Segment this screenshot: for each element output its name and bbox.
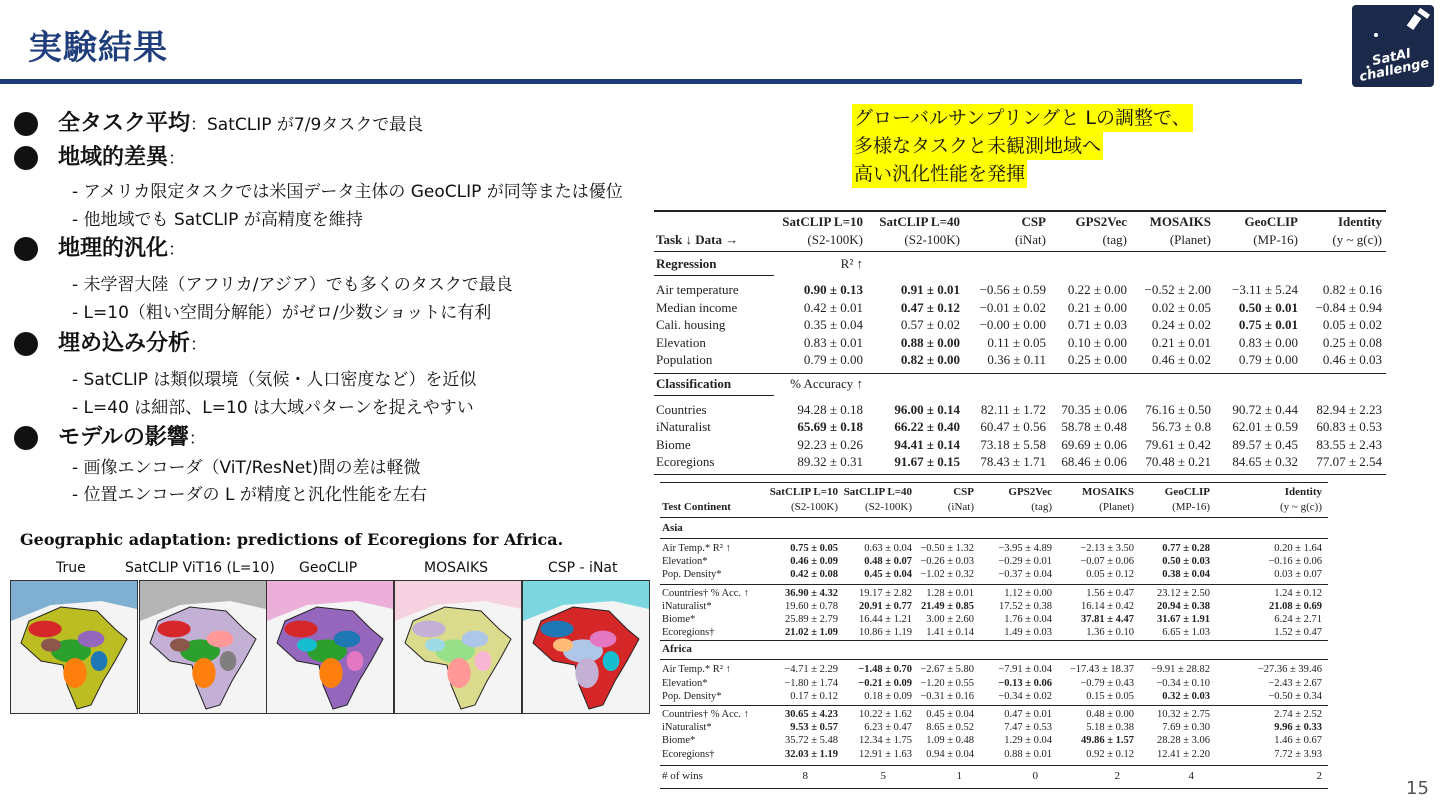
value-cell: 0.42 ± 0.08 [790,569,838,581]
value-cell: −0.37 ± 0.04 [998,569,1052,581]
section-rule [660,538,1328,539]
task-label: Cali. housing [656,317,726,332]
section-label: Africa [662,643,692,656]
value-cell: 1.52 ± 0.47 [1274,627,1322,639]
map-label-mosaiks: MOSAIKS [424,560,489,576]
value-cell: −0.07 ± 0.06 [1080,556,1134,568]
value-cell: 3.00 ± 2.60 [926,614,974,625]
wins-value: 4 [1188,769,1194,782]
value-cell: 0.50 ± 0.03 [1162,556,1210,568]
value-cell: 6.24 ± 2.71 [1274,614,1322,625]
value-cell: −2.13 ± 3.50 [1080,543,1134,554]
value-cell: −0.52 ± 2.00 [1144,282,1211,297]
bullet-4-sub-1: - SatCLIP は類似環境（気候・人口密度など）を近似 [72,370,477,390]
highlight-line: 高い汎化性能を発揮 [852,160,1027,188]
value-cell: −2.67 ± 5.80 [920,664,974,676]
value-cell: 0.79 ± 0.00 [803,352,863,367]
value-cell: −0.79 ± 0.43 [1080,677,1134,689]
value-cell: 31.67 ± 1.91 [1156,614,1210,625]
column-header: GPS2Vec [1008,486,1052,498]
value-cell: 0.10 ± 0.00 [1067,334,1127,350]
wins-label: # of wins [662,769,703,782]
value-cell: −0.34 ± 0.10 [1156,677,1210,689]
value-cell: 0.94 ± 0.04 [926,748,974,760]
bullet-2-sub-1: - アメリカ限定タスクでは米国データ主体の GeoCLIP が同等または優位 [72,182,623,202]
value-cell: 90.72 ± 0.44 [1232,401,1298,417]
value-cell: 1.56 ± 0.47 [1086,587,1134,599]
bullet-1 [14,106,423,137]
value-cell: 0.21 ± 0.00 [1067,299,1127,315]
value-cell: 0.48 ± 0.00 [1086,709,1134,720]
bullet-3 [14,231,185,262]
task-label: Biome* [662,735,696,747]
section-label: Classification [656,375,732,391]
column-header: GeoCLIP [1244,214,1298,229]
value-cell: −1.80 ± 1.74 [784,677,838,689]
row-header-label: Test Continent [662,501,731,513]
value-cell: 16.44 ± 1.21 [858,614,912,625]
value-cell: 0.57 ± 0.02 [900,317,960,332]
bullet-3-sub-1: - 未学習大陸（アフリカ/アジア）でも多くのタスクで最良 [72,275,513,295]
task-label: Elevation [656,334,706,350]
task-label: Median income [656,299,738,315]
column-subheader: (Planet) [1099,501,1134,513]
value-cell: 0.38 ± 0.04 [1162,569,1210,581]
value-cell: 0.11 ± 0.05 [987,334,1046,350]
value-cell: 0.18 ± 0.09 [864,690,912,702]
task-label: Countries [656,401,707,417]
value-cell: 0.35 ± 0.04 [803,317,863,332]
value-cell: 1.09 ± 0.48 [926,735,974,747]
value-cell: 0.45 ± 0.04 [926,709,974,720]
column-header: SatCLIP L=10 [782,214,863,229]
value-cell: 49.86 ± 1.57 [1080,735,1134,747]
column-subheader: (tag) [1031,501,1052,513]
value-cell: 0.79 ± 0.00 [1238,352,1298,367]
value-cell: 0.32 ± 0.03 [1162,690,1210,702]
value-cell: 89.57 ± 0.45 [1232,436,1298,452]
value-cell: 16.14 ± 0.42 [1080,600,1134,612]
value-cell: 9.96 ± 0.33 [1274,722,1322,734]
value-cell: 0.46 ± 0.03 [1322,352,1382,367]
value-cell: 77.07 ± 2.54 [1316,454,1382,469]
task-label: Elevation* [662,556,708,568]
task-label: Countries† % Acc. ↑ [662,709,749,720]
value-cell: 1.12 ± 0.00 [1004,587,1052,599]
value-cell: 10.86 ± 1.19 [858,627,912,639]
value-cell: −2.43 ± 2.67 [1268,677,1322,689]
value-cell: 0.83 ± 0.00 [1238,334,1298,350]
africa-map [139,580,267,714]
value-cell: 32.03 ± 1.19 [784,748,838,760]
value-cell: 82.11 ± 1.72 [980,401,1046,417]
column-header: GPS2Vec [1075,214,1127,229]
value-cell: 0.20 ± 1.64 [1274,543,1322,554]
bullet-dot-icon [14,146,38,170]
bullet-5 [14,420,206,451]
value-cell: 35.72 ± 5.48 [784,735,838,747]
satai-logo [1352,5,1434,87]
value-cell: 7.47 ± 0.53 [1004,722,1052,734]
africa-map [522,580,650,714]
value-cell: −0.13 ± 0.06 [998,677,1052,689]
value-cell: 7.72 ± 3.93 [1274,748,1322,760]
column-subheader: (S2-100K) [807,232,863,247]
value-cell: 73.18 ± 5.58 [980,436,1046,452]
bullet-rest: ： [168,240,186,260]
value-cell: 17.52 ± 0.38 [998,600,1052,612]
column-header: Identity [1337,214,1382,229]
bullet-4-sub-2: - L=40 は細部、L=10 は大域パターンを捉えやすい [72,398,474,418]
value-cell: −3.95 ± 4.89 [998,543,1052,554]
metric-label: R² ↑ [840,256,863,271]
section-rule [660,659,1328,660]
value-cell: 9.53 ± 0.57 [790,722,838,734]
map-label-satclip: SatCLIP ViT16 (L=10) [125,560,275,576]
value-cell: 94.41 ± 0.14 [894,436,960,452]
value-cell: 1.28 ± 0.01 [926,587,974,599]
value-cell: 0.46 ± 0.09 [790,556,838,568]
value-cell: 0.50 ± 0.01 [1238,299,1298,315]
map-label-geoclip: GeoCLIP [299,560,358,576]
value-cell: 0.88 ± 0.01 [1004,748,1052,760]
table-top-rule [654,210,1386,212]
value-cell: 96.00 ± 0.14 [894,401,960,417]
value-cell: 0.22 ± 0.00 [1067,282,1127,297]
value-cell: 0.45 ± 0.04 [864,569,912,581]
value-cell: 0.05 ± 0.12 [1086,569,1134,581]
task-label: Population [656,352,713,367]
value-cell: −3.11 ± 5.24 [1232,282,1298,297]
task-label: Air Temp.* R² ↑ [662,664,731,676]
value-cell: 2.74 ± 2.52 [1274,709,1322,720]
value-cell: 70.48 ± 0.21 [1145,454,1211,469]
value-cell: 10.22 ± 1.62 [858,709,912,720]
column-header: Identity [1284,486,1322,498]
bullet-head: モデルの影響 [58,425,189,450]
value-cell: −7.91 ± 0.04 [998,664,1052,676]
value-cell: 20.91 ± 0.77 [858,600,912,612]
value-cell: 94.28 ± 0.18 [797,401,863,417]
value-cell: 1.46 ± 0.67 [1274,735,1322,747]
column-subheader: (S2-100K) [904,232,960,247]
wins-value: 8 [802,769,808,782]
column-subheader: (tag) [1102,232,1127,247]
value-cell: −1.20 ± 0.55 [920,677,974,689]
value-cell: 0.47 ± 0.01 [1004,709,1052,720]
value-cell: −9.91 ± 28.82 [1151,664,1210,676]
value-cell: 0.21 ± 0.01 [1151,334,1211,350]
value-cell: −27.36 ± 39.46 [1257,664,1322,676]
value-cell: 30.65 ± 4.23 [784,709,838,720]
value-cell: 0.63 ± 0.04 [864,543,912,554]
value-cell: 68.46 ± 0.06 [1061,454,1127,469]
value-cell: 7.69 ± 0.30 [1162,722,1210,734]
value-cell: 28.28 ± 3.06 [1156,735,1210,747]
value-cell: 0.75 ± 0.05 [790,543,838,554]
bullet-head: 埋め込み分析 [58,331,191,356]
task-label: Ecoregions [656,454,715,469]
value-cell: −0.84 ± 0.94 [1315,299,1382,315]
value-cell: −1.02 ± 0.32 [920,569,974,581]
value-cell: 65.69 ± 0.18 [797,419,863,434]
value-cell: 82.94 ± 2.23 [1316,401,1382,417]
logo-text: SatAI challenge [1358,46,1431,86]
value-cell: 60.47 ± 0.56 [980,419,1046,434]
value-cell: 12.91 ± 1.63 [858,748,912,760]
task-label: Biome [656,436,691,452]
table-rule [654,251,1386,252]
wins-value: 0 [1032,769,1038,782]
value-cell: 0.25 ± 0.00 [1067,352,1127,367]
value-cell: 6.65 ± 1.03 [1162,627,1210,639]
value-cell: 0.75 ± 0.01 [1238,317,1298,332]
bullet-dot-icon [14,332,38,356]
value-cell: 78.43 ± 1.71 [980,454,1046,469]
column-subheader: (Planet) [1169,232,1211,247]
value-cell: −0.21 ± 0.09 [858,677,912,689]
value-cell: −0.01 ± 0.02 [979,299,1046,315]
value-cell: 23.12 ± 2.50 [1156,587,1210,599]
table-bottom-rule [654,474,1386,476]
value-cell: 0.25 ± 0.08 [1322,334,1382,350]
bullet-5-sub-1: - 画像エンコーダ（ViT/ResNet)間の差は軽微 [72,458,421,478]
task-label: Air Temp.* R² ↑ [662,543,731,554]
value-cell: 0.05 ± 0.02 [1322,317,1382,332]
value-cell: 0.71 ± 0.03 [1067,317,1127,332]
task-label: Biome* [662,614,696,625]
bullet-head: 全タスク平均 [58,111,191,136]
table-top-rule [660,482,1328,483]
value-cell: 1.41 ± 0.14 [926,627,974,639]
task-label: Countries† % Acc. ↑ [662,587,749,599]
value-cell: 0.03 ± 0.07 [1274,569,1322,581]
bullet-2-sub-2: - 他地域でも SatCLIP が高精度を維持 [72,210,363,230]
value-cell: 69.69 ± 0.06 [1061,436,1127,452]
value-cell: 1.76 ± 0.04 [1004,614,1052,625]
column-subheader: (MP-16) [1253,232,1298,247]
value-cell: 0.47 ± 0.12 [900,299,960,315]
column-header: SatCLIP L=10 [769,486,838,498]
column-subheader: (iNat) [947,501,974,513]
value-cell: 0.90 ± 0.13 [803,282,863,297]
value-cell: 0.46 ± 0.02 [1151,352,1211,367]
bullet-dot-icon [14,112,38,136]
value-cell: −0.16 ± 0.06 [1268,556,1322,568]
value-cell: 0.42 ± 0.01 [803,299,863,315]
value-cell: 0.24 ± 0.02 [1151,317,1211,332]
value-cell: −0.50 ± 0.34 [1268,690,1322,702]
task-label: Ecoregions† [662,627,715,639]
bullet-head: 地理的汎化 [58,236,169,261]
title-rule [0,79,1302,84]
value-cell: 21.08 ± 0.69 [1268,600,1322,612]
table-rule [660,517,1328,518]
value-cell: 12.34 ± 1.75 [858,735,912,747]
page-number: 15 [1406,778,1429,799]
column-subheader: (MP-16) [1172,501,1210,513]
bullet-dot-icon [14,237,38,261]
value-cell: 62.01 ± 0.59 [1232,419,1298,434]
africa-map [266,580,394,714]
wins-value: 1 [956,769,962,782]
value-cell: 0.17 ± 0.12 [790,690,838,702]
task-label: Elevation* [662,677,708,689]
value-cell: 58.78 ± 0.48 [1061,419,1127,434]
value-cell: 36.90 ± 4.32 [784,587,838,599]
value-cell: 0.48 ± 0.07 [864,556,912,568]
value-cell: 1.24 ± 0.12 [1274,587,1322,599]
africa-map [394,580,522,714]
wins-value: 5 [880,769,886,782]
value-cell: 0.91 ± 0.01 [900,282,960,297]
bullet-dot-icon [14,426,38,450]
value-cell: −0.29 ± 0.01 [998,556,1052,568]
column-subheader: (iNat) [1014,232,1046,247]
value-cell: 1.36 ± 0.10 [1086,627,1134,639]
section-rule [654,275,774,276]
column-header: CSP [1021,214,1046,229]
value-cell: −0.34 ± 0.02 [998,690,1052,702]
task-label: Pop. Density* [662,569,722,581]
value-cell: 91.67 ± 0.15 [894,454,960,469]
results-table-global [654,210,1386,472]
value-cell: 25.89 ± 2.79 [784,614,838,625]
column-subheader: (y ~ g(c)) [1332,232,1382,247]
wins-value: 2 [1316,769,1322,782]
value-cell: 79.61 ± 0.42 [1145,436,1211,452]
value-cell: 89.32 ± 0.31 [797,454,863,469]
value-cell: 60.83 ± 0.53 [1316,419,1382,434]
value-cell: 92.23 ± 0.26 [797,436,863,452]
value-cell: 56.73 ± 0.8 [1151,419,1211,434]
metric-label: % Accuracy ↑ [790,375,863,391]
column-header: CSP [953,486,974,498]
value-cell: 0.36 ± 0.11 [987,352,1046,367]
bullet-4 [14,326,207,357]
value-cell: 21.49 ± 0.85 [920,600,974,612]
value-cell: 5.18 ± 0.38 [1086,722,1134,734]
value-cell: 20.94 ± 0.38 [1156,600,1210,612]
value-cell: −0.56 ± 0.59 [979,282,1046,297]
bullet-2 [14,140,185,171]
value-cell: 6.23 ± 0.47 [864,722,912,734]
value-cell: 76.16 ± 0.50 [1145,401,1211,417]
value-cell: 21.02 ± 1.09 [784,627,838,639]
value-cell: −0.50 ± 1.32 [920,543,974,554]
value-cell: −1.48 ± 0.70 [858,664,912,676]
table-bottom-rule [660,788,1328,789]
value-cell: 8.65 ± 0.52 [926,722,974,734]
table-rule [654,373,1386,374]
value-cell: 1.49 ± 0.03 [1004,627,1052,639]
value-cell: 0.82 ± 0.16 [1322,282,1382,297]
value-cell: 84.65 ± 0.32 [1232,454,1298,469]
task-label: Ecoregions† [662,748,715,760]
map-label-true: True [56,560,86,576]
task-label: iNaturalist [656,419,711,434]
section-rule [654,395,774,396]
section-label: Regression [656,256,717,271]
value-cell: 0.82 ± 0.00 [900,352,960,367]
results-table-continent [660,482,1328,808]
highlight-line: グローバルサンプリングと Lの調整で、 [852,104,1193,132]
column-subheader: (y ~ g(c)) [1280,501,1322,513]
wins-value: 2 [1114,769,1120,782]
column-subheader: (S2-100K) [864,501,912,513]
bullet-rest: ：SatCLIP が7/9タスクで最良 [190,115,424,135]
bullet-rest: ： [188,429,206,449]
bullet-5-sub-2: - 位置エンコーダの L が精度と汎化性能を左右 [72,485,427,505]
value-cell: −17.43 ± 18.37 [1069,664,1134,676]
value-cell: 0.92 ± 0.12 [1086,748,1134,760]
task-label: Air temperature [656,282,739,297]
task-label: iNaturalist* [662,722,712,734]
page-title: 実験結果 [28,28,168,68]
bullet-3-sub-2: - L=10（粗い空間分解能）がゼロ/少数ショットに有利 [72,303,492,323]
highlight-box [852,104,1193,188]
value-cell: 1.29 ± 0.04 [1004,735,1052,747]
table-rule [660,765,1328,766]
value-cell: −0.26 ± 0.03 [920,556,974,568]
column-header: SatCLIP L=40 [879,214,960,229]
table-rule [660,640,1328,641]
group-rule [660,705,1328,706]
value-cell: 0.77 ± 0.28 [1162,543,1210,554]
value-cell: 10.32 ± 2.75 [1156,709,1210,720]
column-header: SatCLIP L=40 [843,486,912,498]
column-subheader: (S2-100K) [790,501,838,513]
column-header: MOSAIKS [1149,214,1211,229]
group-rule [660,584,1328,585]
value-cell: 0.15 ± 0.05 [1086,690,1134,702]
figure-caption: Geographic adaptation: predictions of Ecoregions for Africa. [20,530,564,549]
bullet-rest: ： [168,149,186,169]
value-cell: 83.55 ± 2.43 [1316,436,1382,452]
highlight-line: 多様なタスクと未観測地域へ [852,132,1103,160]
value-cell: 37.81 ± 4.47 [1080,614,1134,625]
value-cell: 0.02 ± 0.05 [1151,299,1211,315]
task-label: iNaturalist* [662,600,712,612]
column-header: MOSAIKS [1082,486,1134,498]
value-cell: 70.35 ± 0.06 [1061,401,1127,417]
section-label: Asia [662,522,683,534]
value-cell: 12.41 ± 2.20 [1156,748,1210,760]
bullet-rest: ： [190,335,208,355]
row-header-label: Task ↓ Data → [656,232,739,247]
value-cell: 19.60 ± 0.78 [784,600,838,612]
value-cell: −0.00 ± 0.00 [979,317,1046,332]
map-label-csp: CSP - iNat [548,560,618,576]
task-label: Pop. Density* [662,690,722,702]
value-cell: −4.71 ± 2.29 [784,664,838,676]
value-cell: 66.22 ± 0.40 [894,419,960,434]
africa-map [10,580,138,714]
column-header: GeoCLIP [1164,486,1210,498]
value-cell: 0.83 ± 0.01 [803,334,863,350]
value-cell: 0.88 ± 0.00 [900,334,960,350]
bullet-head: 地域的差異 [58,145,169,170]
value-cell: 19.17 ± 2.82 [858,587,912,599]
value-cell: −0.31 ± 0.16 [920,690,974,702]
